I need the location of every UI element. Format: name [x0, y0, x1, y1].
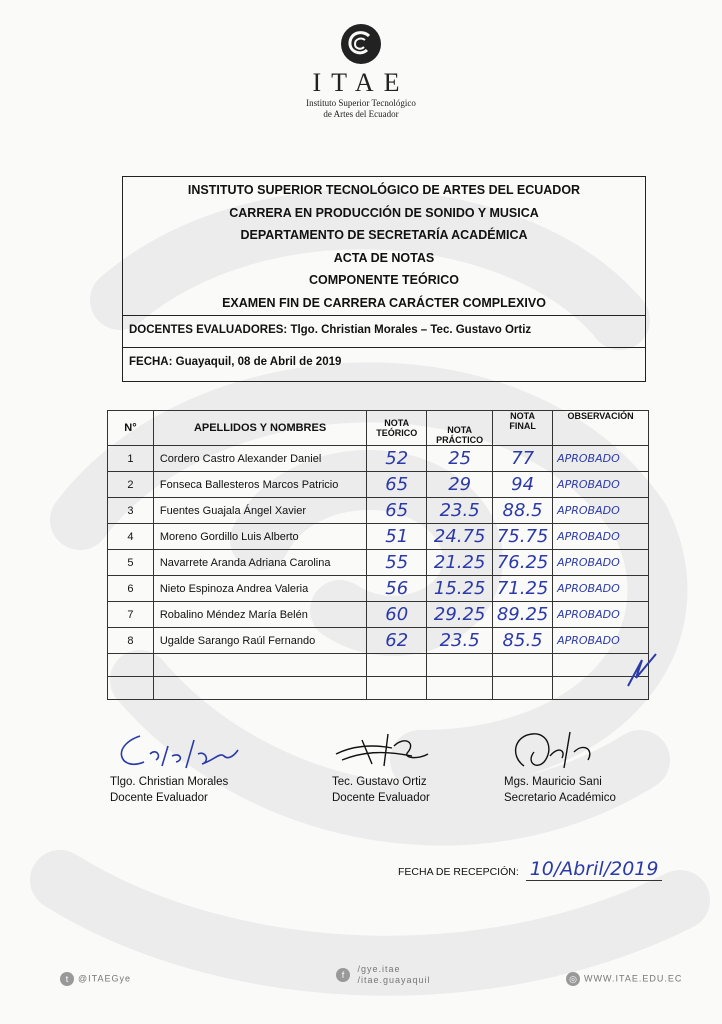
signature-block-sani [504, 726, 616, 806]
signature-morales-icon [110, 726, 260, 774]
row-name: Cordero Castro Alexander Daniel [153, 446, 366, 472]
row-name: Fuentes Guajala Ángel Xavier [153, 498, 366, 524]
facebook-icon: f [336, 968, 350, 982]
row-observacion: APROBADO [553, 628, 649, 654]
header-line-componente: COMPONENTE TEÓRICO [308, 273, 459, 287]
table-row-empty [108, 677, 649, 700]
row-num: 2 [108, 472, 154, 498]
row-teorico: 56 [367, 576, 427, 602]
signature-name: Tec. Gustavo Ortiz [332, 776, 427, 788]
header-line-institution: INSTITUTO SUPERIOR TECNOLÓGICO DE ARTES DEL ECUADOR [187, 183, 581, 197]
header-line-departamento: DEPARTAMENTO DE SECRETARÍA ACADÉMICA [240, 228, 528, 242]
row-teorico: 65 [367, 472, 427, 498]
row-name: Nieto Espinoza Andrea Valeria [153, 576, 366, 602]
logo-title: ITAE [312, 68, 410, 97]
row-observacion: APROBADO [553, 498, 649, 524]
fecha-recepcion-label: FECHA DE RECEPCIÓN: [398, 866, 519, 878]
header-teorico: NOTA TEÓRICO [367, 411, 427, 446]
header-num: N° [108, 411, 154, 446]
footer-facebook [336, 964, 431, 986]
row-name: Fonseca Ballesteros Marcos Patricio [153, 472, 366, 498]
row-final: 85.5 [493, 628, 553, 654]
table-row [108, 498, 649, 524]
footer-web [566, 972, 682, 986]
signature-block-morales [110, 726, 260, 806]
header-line-examen: EXAMEN FIN DE CARRERA CARÁCTER COMPLEXIVO [222, 295, 546, 310]
row-num: 4 [108, 524, 154, 550]
row-final: 88.5 [493, 498, 553, 524]
row-observacion: APROBADO [553, 550, 649, 576]
table-header-row [108, 411, 649, 446]
signature-block-ortiz [332, 726, 442, 806]
footer-facebook-2: /itae.guayaquil [357, 975, 431, 985]
row-name: Robalino Méndez María Belén [153, 602, 366, 628]
cancel-stroke-mark [622, 652, 662, 692]
signature-sani-icon [504, 726, 614, 774]
itae-logo [0, 22, 722, 120]
row-final: 75.75 [493, 524, 553, 550]
row-practico: 29 [427, 472, 493, 498]
grades-table [107, 410, 649, 700]
table-row [108, 524, 649, 550]
globe-icon: ◎ [566, 972, 580, 986]
table-row [108, 576, 649, 602]
row-final: 89.25 [493, 602, 553, 628]
row-practico: 23.5 [427, 628, 493, 654]
row-practico: 29.25 [427, 602, 493, 628]
header-line-acta: ACTA DE NOTAS [333, 250, 435, 265]
row-name: Moreno Gordillo Luis Alberto [153, 524, 366, 550]
itae-emblem-icon [339, 22, 383, 66]
row-num: 5 [108, 550, 154, 576]
row-teorico: 55 [367, 550, 427, 576]
row-teorico: 62 [367, 628, 427, 654]
row-teorico: 65 [367, 498, 427, 524]
row-num: 7 [108, 602, 154, 628]
signature-name: Tlgo. Christian Morales [110, 776, 229, 788]
signature-role: Secretario Académico [504, 792, 616, 804]
row-practico: 23.5 [427, 498, 493, 524]
signature-name: Mgs. Mauricio Sani [504, 776, 602, 788]
row-practico: 25 [427, 446, 493, 472]
header-observacion: OBSERVACIÓN [553, 411, 649, 446]
row-name: Navarrete Aranda Adriana Carolina [153, 550, 366, 576]
docentes-evaluadores: DOCENTES EVALUADORES: Tlgo. Christian Morales – Tec. Gustavo Ortiz [123, 315, 645, 347]
row-teorico: 60 [367, 602, 427, 628]
header-name: APELLIDOS Y NOMBRES [153, 411, 366, 446]
row-final: 76.25 [493, 550, 553, 576]
row-final: 94 [493, 472, 553, 498]
row-num: 3 [108, 498, 154, 524]
fecha: FECHA: Guayaquil, 08 de Abril de 2019 [123, 347, 645, 381]
table-row-empty [108, 654, 649, 677]
row-observacion: APROBADO [553, 472, 649, 498]
row-final: 77 [493, 446, 553, 472]
row-name: Ugalde Sarango Raúl Fernando [153, 628, 366, 654]
row-observacion: APROBADO [553, 524, 649, 550]
row-num: 8 [108, 628, 154, 654]
row-final: 71.25 [493, 576, 553, 602]
row-num: 6 [108, 576, 154, 602]
logo-subtitle-1: Instituto Superior Tecnológico [306, 98, 416, 108]
row-practico: 24.75 [427, 524, 493, 550]
signature-role: Docente Evaluador [332, 792, 430, 804]
twitter-icon: t [60, 972, 74, 986]
row-observacion: APROBADO [553, 602, 649, 628]
table-row [108, 550, 649, 576]
logo-subtitle-2: de Artes del Ecuador [323, 109, 399, 119]
row-practico: 15.25 [427, 576, 493, 602]
fecha-recepcion [398, 858, 662, 880]
header-practico: NOTA PRÁCTICO [427, 411, 493, 446]
footer-twitter-handle: @ITAEGye [78, 973, 131, 984]
footer-web-url: WWW.ITAE.EDU.EC [584, 973, 683, 984]
signature-role: Docente Evaluador [110, 792, 208, 804]
table-row [108, 472, 649, 498]
signature-ortiz-icon [332, 726, 442, 774]
row-observacion: APROBADO [553, 576, 649, 602]
row-teorico: 51 [367, 524, 427, 550]
fecha-recepcion-value: 10/Abril/2019 [526, 858, 663, 881]
table-row [108, 628, 649, 654]
row-practico: 21.25 [427, 550, 493, 576]
header-final: NOTA FINAL [493, 411, 553, 446]
footer-facebook-1: /gye.itae [357, 964, 401, 974]
header-box [122, 176, 646, 382]
footer-twitter [60, 972, 131, 986]
table-row [108, 602, 649, 628]
header-line-carrera: CARRERA EN PRODUCCIÓN DE SONIDO Y MUSICA [229, 205, 539, 220]
row-teorico: 52 [367, 446, 427, 472]
table-row [108, 446, 649, 472]
row-num: 1 [108, 446, 154, 472]
row-observacion: APROBADO [553, 446, 649, 472]
